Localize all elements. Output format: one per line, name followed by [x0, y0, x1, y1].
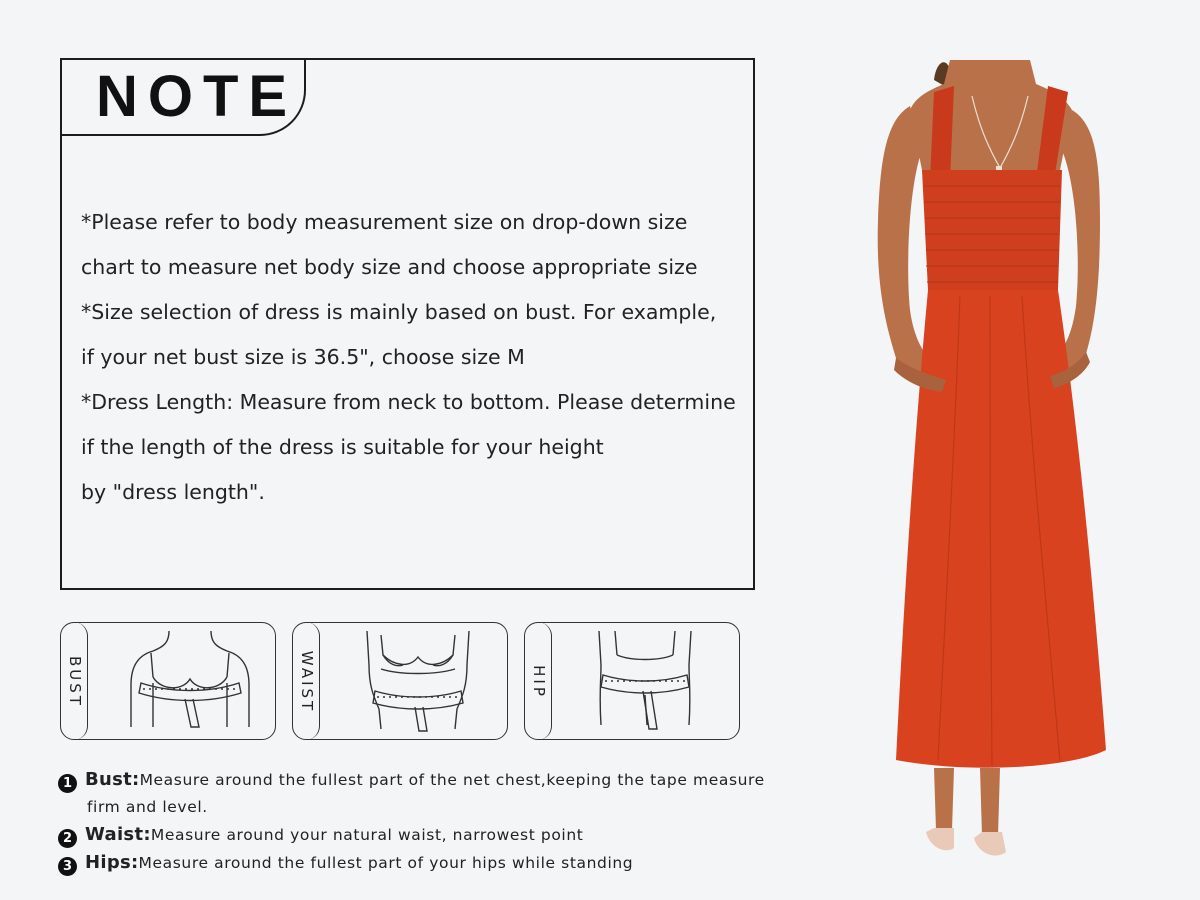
- instruction-desc: Measure around the fullest part of the net chest,keeping the tape measure: [139, 771, 765, 789]
- note-tab: [60, 58, 306, 136]
- note-line: *Dress Length: Measure from neck to bottom. Please determine: [81, 390, 736, 414]
- bust-measure-icon: [91, 625, 271, 737]
- instruction-term: Bust:: [85, 769, 140, 790]
- instruction-hips: [58, 849, 778, 877]
- measurement-instructions: [58, 766, 778, 877]
- note-text: [81, 200, 751, 515]
- note-line: if the length of the dress is suitable for your height: [81, 435, 604, 459]
- waist-measure-icon: [323, 625, 503, 737]
- number-badge: 2: [58, 829, 77, 848]
- note-line: by "dress length".: [81, 480, 265, 504]
- instruction-desc: Measure around the fullest part of your hips while standing: [138, 854, 634, 872]
- hip-measure-icon: [555, 625, 735, 737]
- instruction-term: Waist:: [85, 824, 151, 845]
- instruction-term: Hips:: [85, 852, 139, 873]
- note-line: chart to measure net body size and choose appropriate size: [81, 255, 698, 279]
- waist-card: [292, 622, 508, 740]
- number-badge: 1: [58, 774, 77, 793]
- instruction-bust: [58, 766, 778, 794]
- note-panel: [60, 58, 755, 590]
- note-line: *Size selection of dress is mainly based on bust. For example,: [81, 300, 717, 324]
- waist-label: WAIST: [298, 650, 316, 714]
- instruction-continuation: firm and level.: [87, 798, 208, 816]
- note-line: *Please refer to body measurement size on drop-down size: [81, 210, 688, 234]
- note-line: if your net bust size is 36.5", choose size M: [81, 345, 525, 369]
- instruction-desc: Measure around your natural waist, narrowest point: [150, 826, 584, 844]
- number-badge: 3: [58, 857, 77, 876]
- instruction-waist: [58, 821, 778, 849]
- model-dress-image: [850, 40, 1150, 880]
- hip-card: [524, 622, 740, 740]
- bust-card: [60, 622, 276, 740]
- bust-label: BUST: [66, 656, 84, 708]
- note-title: NOTE: [96, 64, 298, 129]
- hip-label: HIP: [530, 665, 548, 699]
